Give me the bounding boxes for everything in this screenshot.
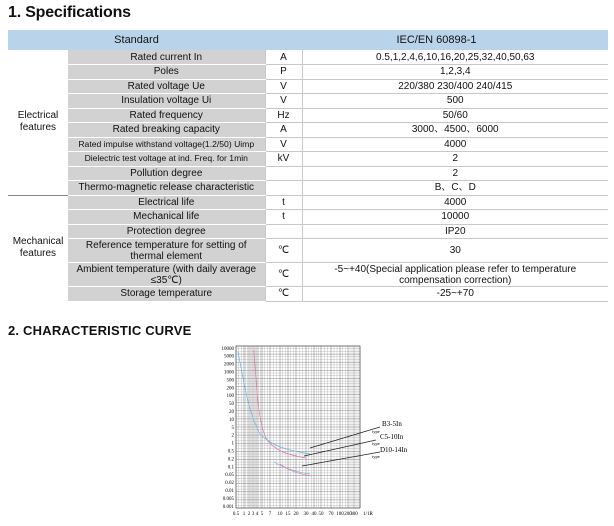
unit-cell — [265, 181, 302, 196]
unit-cell: t — [265, 210, 302, 225]
x-tick-label: 40 — [311, 512, 317, 517]
param-cell: Insulation voltage Ui — [68, 94, 265, 109]
curve-type-labels — [372, 420, 408, 459]
param-cell: Rated frequency — [68, 108, 265, 123]
table-row — [8, 239, 608, 263]
y-tick-label: 5000 — [224, 354, 234, 360]
y-tick-label: 50 — [229, 402, 234, 408]
section1-title: 1. Specifications — [8, 4, 131, 21]
section2-title: 2. CHARACTERISTIC CURVE — [8, 323, 192, 338]
table-row — [8, 287, 608, 302]
value-cell: 4000 — [302, 195, 608, 210]
electrical-features-label: Electrical features — [8, 50, 68, 195]
unit-cell: A — [265, 50, 302, 65]
x-tick-label: 100 — [336, 512, 344, 517]
y-tick-label: 0.05 — [225, 473, 234, 479]
y-tick-label: 100 — [226, 394, 234, 400]
curve-x-tick-labels — [233, 512, 374, 517]
value-cell: -25~+70 — [302, 287, 608, 302]
unit-cell — [265, 166, 302, 181]
x-tick-label: 20 — [293, 512, 299, 517]
value-cell: 0.5,1,2,4,6,10,16,20,25,32,40,50,63 — [302, 50, 608, 65]
table-row — [8, 79, 608, 94]
x-tick-label: 50 — [318, 512, 324, 517]
table-row — [8, 108, 608, 123]
y-tick-label: 10000 — [221, 346, 234, 352]
table-row — [8, 94, 608, 109]
table-row — [8, 263, 608, 287]
y-tick-label: 1000 — [224, 370, 234, 376]
param-cell: Rated current In — [68, 50, 265, 65]
standard-value: IEC/EN 60898-1 — [265, 30, 608, 50]
unit-cell: t — [265, 195, 302, 210]
standard-label: Standard — [8, 30, 265, 50]
unit-cell: Hz — [265, 108, 302, 123]
y-tick-label: 200 — [226, 386, 234, 392]
x-tick-label: 1/1R — [363, 512, 373, 517]
value-cell: 3000、4500、6000 — [302, 123, 608, 138]
x-tick-label: 200 — [344, 512, 352, 517]
param-cell: Electrical life — [68, 195, 265, 210]
x-tick-label: 7 — [268, 512, 272, 517]
curve-grid — [236, 346, 360, 508]
param-cell: Rated impulse withstand voltage(1.2/50) Uimp — [68, 137, 265, 152]
value-cell: 1,2,3,4 — [302, 65, 608, 80]
value-cell: 220/380 230/400 240/415 — [302, 79, 608, 94]
value-cell: 500 — [302, 94, 608, 109]
curve-label-c-type: type — [372, 441, 380, 446]
unit-cell: V — [265, 94, 302, 109]
specifications-table — [8, 30, 608, 302]
curve-label-b: B3-5In — [382, 420, 402, 428]
value-cell: 10000 — [302, 210, 608, 225]
param-cell: Storage temperature — [68, 287, 265, 302]
x-tick-label: 30 — [303, 512, 309, 517]
table-row — [8, 123, 608, 138]
table-header-row — [8, 30, 608, 50]
param-cell: Thermo-magnetic release characteristic — [68, 181, 265, 196]
table-row — [8, 65, 608, 80]
param-cell: Poles — [68, 65, 265, 80]
y-tick-label: 0.001 — [222, 504, 234, 510]
param-cell: Mechanical life — [68, 210, 265, 225]
y-tick-label: 20 — [229, 410, 234, 415]
y-tick-label: 0.02 — [225, 481, 234, 487]
table-row — [8, 50, 608, 65]
unit-cell: kV — [265, 152, 302, 167]
unit-cell: ℃ — [265, 263, 302, 287]
param-cell: Pollution degree — [68, 166, 265, 181]
y-tick-label: 0.1 — [227, 465, 234, 471]
x-tick-label: 70 — [328, 512, 334, 517]
param-cell: Ambient temperature (with daily average ≤35℃) — [68, 263, 265, 287]
table-row — [8, 210, 608, 225]
param-cell: Rated voltage Ue — [68, 79, 265, 94]
unit-cell — [265, 224, 302, 239]
x-tick-label: 1 — [242, 512, 246, 517]
x-tick-label: 2 — [247, 512, 251, 517]
unit-cell: A — [265, 123, 302, 138]
unit-cell: ℃ — [265, 287, 302, 302]
unit-cell: P — [265, 65, 302, 80]
table-row — [8, 224, 608, 239]
value-cell: 2 — [302, 152, 608, 167]
table-row — [8, 152, 608, 167]
x-tick-label: 3 — [251, 512, 255, 517]
param-cell: Rated breaking capacity — [68, 123, 265, 138]
curve-label-d-type: type — [372, 454, 380, 459]
value-cell: 30 — [302, 239, 608, 263]
y-tick-label: 2 — [231, 433, 234, 439]
y-tick-label: 5 — [231, 425, 234, 431]
value-cell: 50/60 — [302, 108, 608, 123]
mechanical-features-label: Mechanical features — [8, 195, 68, 301]
unit-cell: V — [265, 79, 302, 94]
value-cell: IP20 — [302, 224, 608, 239]
curve-label-d: D10-14In — [380, 446, 408, 454]
x-tick-label: 15 — [285, 512, 291, 517]
y-tick-label: 0.5 — [227, 449, 234, 455]
table-row — [8, 166, 608, 181]
param-cell: Protection degree — [68, 224, 265, 239]
table-row — [8, 195, 608, 210]
y-tick-label: 10 — [229, 417, 234, 423]
y-tick-label: 2000 — [224, 362, 234, 368]
curve-label-b-type: type — [372, 429, 380, 434]
x-tick-label: 5 — [260, 512, 264, 517]
param-cell: Reference temperature for setting of thermal element — [68, 239, 265, 263]
unit-cell: ℃ — [265, 239, 302, 263]
table-row — [8, 181, 608, 196]
value-cell: 4000 — [302, 137, 608, 152]
value-cell: B、C、D — [302, 181, 608, 196]
curve-y-tick-labels — [222, 347, 235, 510]
param-cell: Dielectric test voltage at ind. Freq. for 1min — [68, 152, 265, 167]
curve-label-c: C5-10In — [380, 433, 404, 441]
y-tick-label: 0.01 — [225, 489, 234, 494]
characteristic-curve-chart — [214, 342, 414, 520]
value-cell: -5~+40(Special application please refer to temperature compensation correction) — [302, 263, 608, 287]
x-tick-label: 0.5 — [232, 512, 240, 517]
y-tick-label: 1 — [231, 441, 234, 447]
y-tick-label: 500 — [226, 378, 234, 384]
y-tick-label: 0.005 — [222, 496, 234, 502]
table-row — [8, 137, 608, 152]
x-tick-label: 10 — [277, 512, 283, 517]
y-tick-label: 0.2 — [227, 457, 234, 463]
x-tick-label: 300 — [350, 512, 358, 517]
value-cell: 2 — [302, 166, 608, 181]
x-tick-label: 4 — [255, 512, 259, 517]
unit-cell: V — [265, 137, 302, 152]
